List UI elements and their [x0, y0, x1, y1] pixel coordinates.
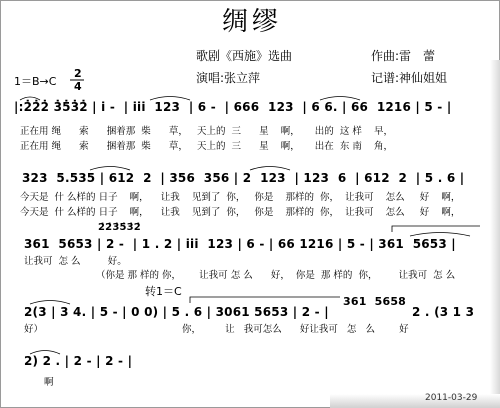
score-system-4-lyrics-verse-1: 好）: [24, 324, 44, 335]
slur-mark: [320, 97, 360, 101]
slur-mark: [410, 233, 470, 237]
modulation-marking: 转1＝C: [145, 285, 182, 298]
slur-mark: [150, 97, 190, 101]
slur-mark: [30, 301, 70, 305]
score-system-4-tail-notes: 2 . (3 1 3: [412, 305, 475, 319]
slur-mark: [30, 351, 60, 355]
score-system-5-notes: 2) 2 . | 2 - | 2 - |: [24, 354, 133, 368]
score-system-2-notes: 323 5.535 | 612 2 | 356 356 | 2 123 | 123 6 | 612 2 | 5 . 6 |: [22, 171, 465, 185]
slur-mark: [90, 167, 130, 171]
singer: 演唱:张立萍: [196, 71, 261, 85]
song-title: 绸缪: [222, 7, 283, 37]
score-system-5-lyrics: 啊: [44, 377, 54, 388]
score-system-3-lyrics-verse-1: 让我可 怎 么 好。: [24, 256, 127, 267]
volta-bracket: [392, 226, 480, 232]
score-system-4-upper-notes: 361 5658: [343, 295, 407, 308]
score-system-3-notes: 361 5653 | 2 - | 1 . 2 | iii 123 | 6 - | 66 1216 | 5 - | 361 5653 |: [24, 237, 456, 251]
score-system-1-lyrics-verse-1: 正在用 绳 索 捆着那 柴 草， 天上的 三 星 啊， 出的 这 样 早，: [20, 126, 393, 137]
score-system-2-lyrics-verse-2: 今天是 什 么样的 日子 啊， 让我 见到了 你， 你是 那样的 你， 让我可 怎么 好 啊，: [20, 207, 461, 218]
volta-bracket: [190, 297, 340, 303]
subtitle: 歌剧《西施》选曲: [196, 49, 293, 63]
score-system-4-lyrics-verse-2: 你， 让 我可怎么 好让我可 怎 么 好: [182, 324, 409, 335]
slur-mark: [250, 167, 290, 171]
key-signature: 1＝B→C: [14, 75, 57, 88]
score-system-4-notes: 2(3 | 3 4. | 5 - | 0 0) | 5 . 6 | 3061 5653 | 2 - |: [24, 305, 329, 319]
score-system-3-lyrics-verse-2: （你是 那 样的 你， 让我可 怎 么 好， 你是 那 样的 你， 让我可 怎 么: [96, 270, 456, 281]
date-stamp: 2011-03-29: [425, 393, 478, 403]
notator: 记谱:神仙姐姐: [371, 71, 448, 85]
score-system-1-lyrics-verse-2: 正在用 绳 索 捆着那 柴 草， 天上的 三 星 啊， 出在 东 南 角，: [20, 141, 393, 152]
score-system-1-notes: |:2̇2̇2̇ 3̇5̇3̇2̇ | i - | iii 123 | 6 - | 666 123 | 6 6. | 66 1216 | 5 - |: [14, 100, 452, 114]
time-signature-denominator: 4: [74, 80, 82, 93]
composer: 作曲:雷 蕾: [371, 49, 436, 63]
score-system-2-lyrics-verse-1: 今天是 什 么样的 日子 啊， 让我 见到了 你， 你是 那样的 你， 让我可 怎么 好 啊，: [20, 192, 461, 203]
score-system-3-upper-notes: 2̇2̇3̇5̇3̇2̇: [98, 222, 141, 233]
time-signature-numerator: 2: [74, 67, 82, 80]
slur-mark: [20, 97, 40, 100]
